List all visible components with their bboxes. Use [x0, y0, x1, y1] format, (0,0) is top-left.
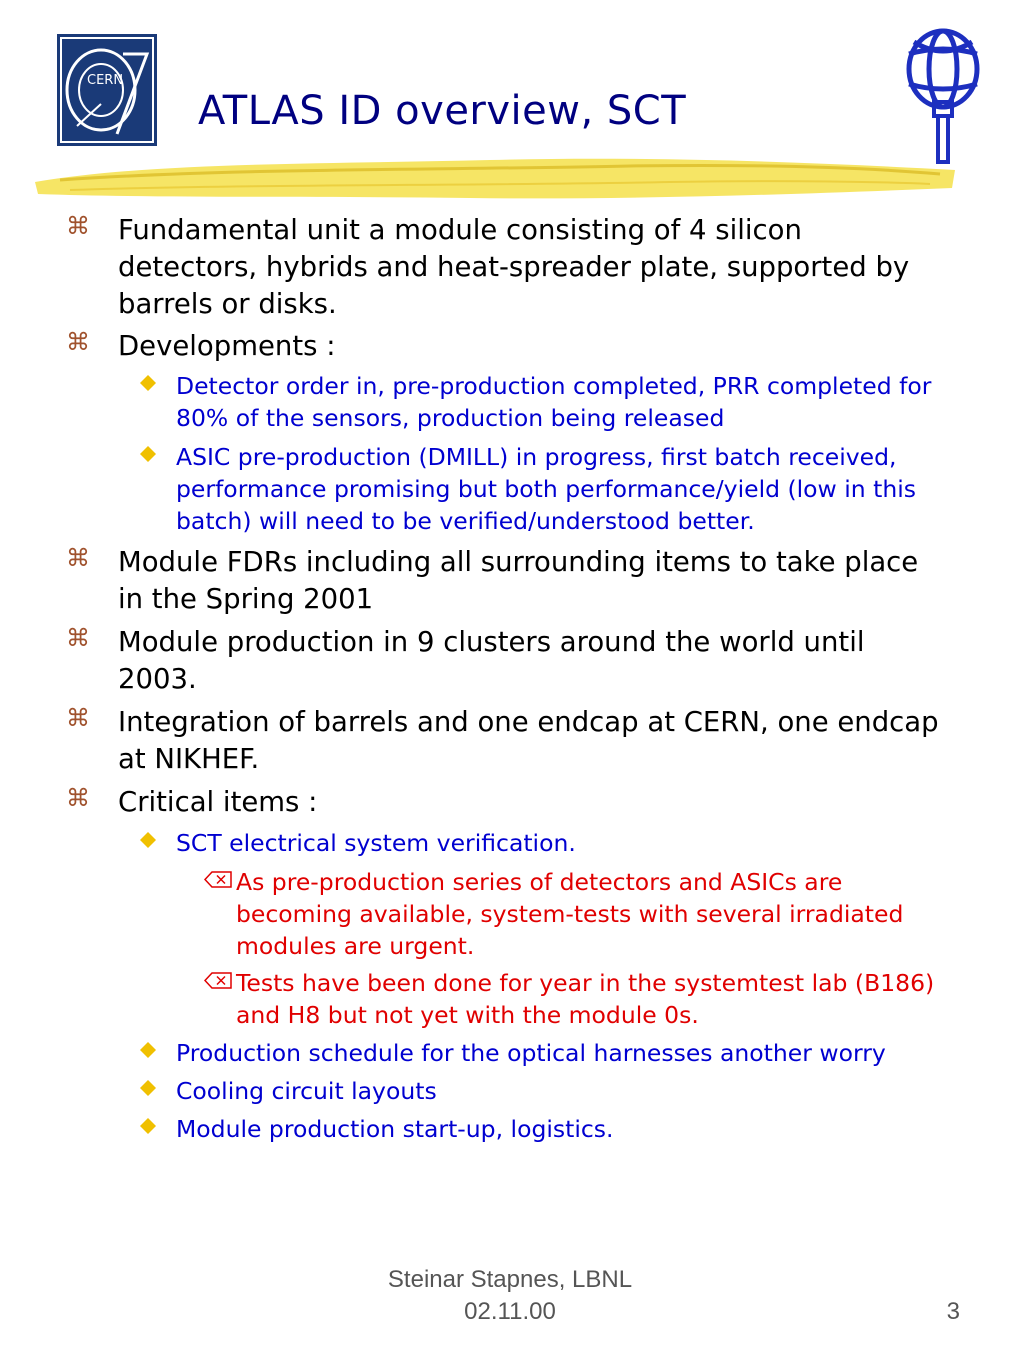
bullet-text: Cooling circuit layouts: [176, 1077, 437, 1105]
bullet-text: Integration of barrels and one endcap at CERN, one endcap at NIKHEF.: [118, 706, 939, 775]
bullet-text: Developments :: [118, 330, 336, 362]
command-bullet-icon: ⌘: [66, 624, 90, 652]
footer-date: 02.11.00: [464, 1298, 556, 1325]
bullet-text: Fundamental unit a module consisting of 4 silicon detectors, hybrids and heat-spreader plate, supported by barrels or disks.: [118, 214, 910, 320]
bullet-text: Tests have been done for year in the systemtest lab (B186) and H8 but not yet with the module 0s.: [236, 969, 935, 1029]
bullet-text: Critical items :: [118, 786, 318, 818]
list-item: [66, 212, 948, 323]
diamond-bullet-icon: [140, 375, 156, 391]
list-item: [176, 370, 956, 434]
erase-bullet-icon: [204, 972, 232, 989]
list-item: [66, 544, 948, 618]
diamond-bullet-icon: [140, 832, 156, 848]
list-item: [66, 784, 948, 821]
list-item: [236, 967, 956, 1031]
list-item: [176, 441, 956, 537]
bullet-text: As pre-production series of detectors and ASICs are becoming available, system-tests with several irradiated modules are urgent.: [236, 868, 904, 960]
list-item: [66, 704, 948, 778]
list-item: [176, 1113, 956, 1145]
bullet-text: Module production start-up, logistics.: [176, 1115, 614, 1143]
command-bullet-icon: ⌘: [66, 328, 90, 356]
list-item: [176, 1037, 956, 1069]
list-item: [176, 1075, 956, 1107]
diamond-bullet-icon: [140, 446, 156, 462]
list-item: [236, 866, 956, 962]
footer-author-date: [340, 1264, 680, 1328]
erase-bullet-icon: [204, 871, 232, 888]
bullet-text: Module FDRs including all surrounding items to take place in the Spring 2001: [118, 546, 919, 615]
slide-title: ATLAS ID overview, SCT: [198, 88, 687, 134]
diamond-bullet-icon: [140, 1042, 156, 1058]
list-item: [176, 827, 956, 859]
command-bullet-icon: ⌘: [66, 704, 90, 732]
bullet-text: SCT electrical system verification.: [176, 829, 576, 857]
footer-author: Steinar Stapnes, LBNL: [387, 1266, 633, 1293]
list-item: [66, 328, 948, 365]
bullet-text: ASIC pre-production (DMILL) in progress, first batch received, performance promising but both performance/yield (low in this batch) will need to be verified/understood better.: [176, 443, 917, 535]
atlas-logo-icon: [900, 24, 986, 166]
command-bullet-icon: ⌘: [66, 544, 90, 572]
command-bullet-icon: ⌘: [66, 784, 90, 812]
diamond-bullet-icon: [140, 1118, 156, 1134]
title-underline-brush: [30, 150, 960, 210]
bullet-text: Production schedule for the optical harnesses another worry: [176, 1039, 886, 1067]
bullet-text: Module production in 9 clusters around the world until 2003.: [118, 626, 865, 695]
cern-logo-icon: [57, 34, 157, 146]
page-number: 3: [946, 1298, 960, 1325]
bullet-text: Detector order in, pre-production completed, PRR completed for 80% of the sensors, production being released: [176, 372, 932, 432]
diamond-bullet-icon: [140, 1080, 156, 1096]
command-bullet-icon: ⌘: [66, 212, 90, 240]
logo-lettering: CERN: [87, 73, 124, 88]
list-item: [66, 624, 948, 698]
